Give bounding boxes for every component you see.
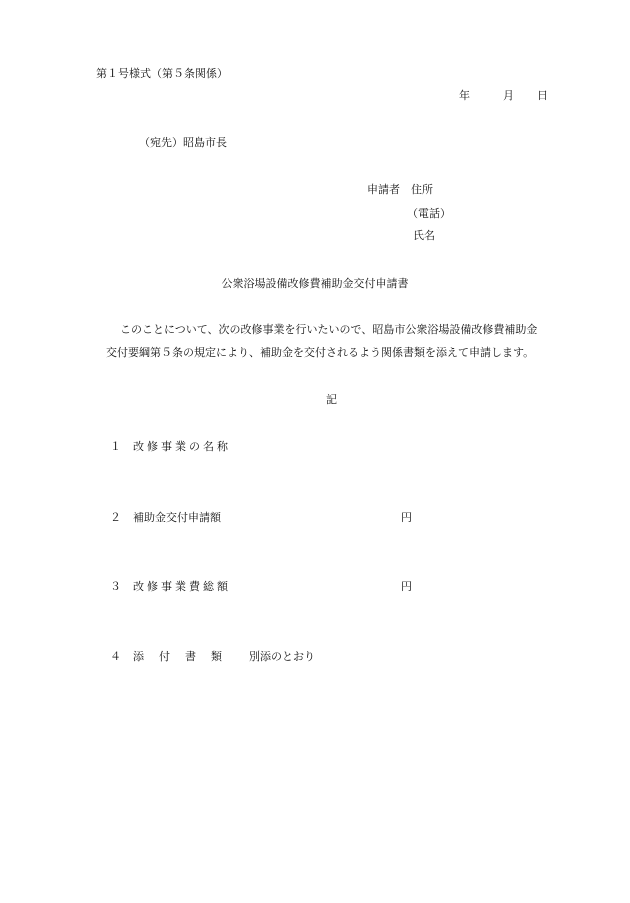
item-1-number: １ — [110, 440, 121, 453]
document-title: 公衆浴場設備改修費補助金交付申請書 — [221, 277, 409, 290]
item-2-number: ２ — [110, 511, 121, 524]
item-4-label: 添付書類 — [133, 650, 237, 663]
date-month-label: 月 — [503, 89, 514, 102]
ki-heading: 記 — [326, 393, 337, 406]
item-3-label: 改修事業費総額 — [133, 580, 231, 593]
addressee: （宛先）昭島市長 — [139, 136, 227, 149]
item-2-yen-unit: 円 — [401, 511, 412, 524]
applicant-phone-label: （電話） — [407, 207, 451, 220]
item-4-value: 別添のとおり — [249, 650, 315, 663]
item-3-yen-unit: 円 — [401, 580, 412, 593]
form-number: 第１号様式（第５条関係） — [96, 67, 228, 80]
item-2-label: 補助金交付申請額 — [133, 511, 221, 524]
item-4-number: ４ — [110, 650, 121, 663]
body-line-2: 交付要綱第５条の規定により、補助金を交付されるよう関係書類を添えて申請します。 — [106, 346, 535, 359]
applicant-address-label: 申請者 住所 — [367, 183, 433, 196]
date-day-label: 日 — [537, 89, 548, 102]
body-line-1: このことについて、次の改修事業を行いたいので、昭島市公衆浴場設備改修費補助金 — [120, 323, 538, 336]
item-1-label: 改修事業の名称 — [133, 440, 231, 453]
date-line — [459, 89, 548, 103]
item-3-number: ３ — [110, 580, 121, 593]
date-year-label: 年 — [459, 89, 470, 102]
applicant-name-label: 氏名 — [413, 229, 435, 242]
